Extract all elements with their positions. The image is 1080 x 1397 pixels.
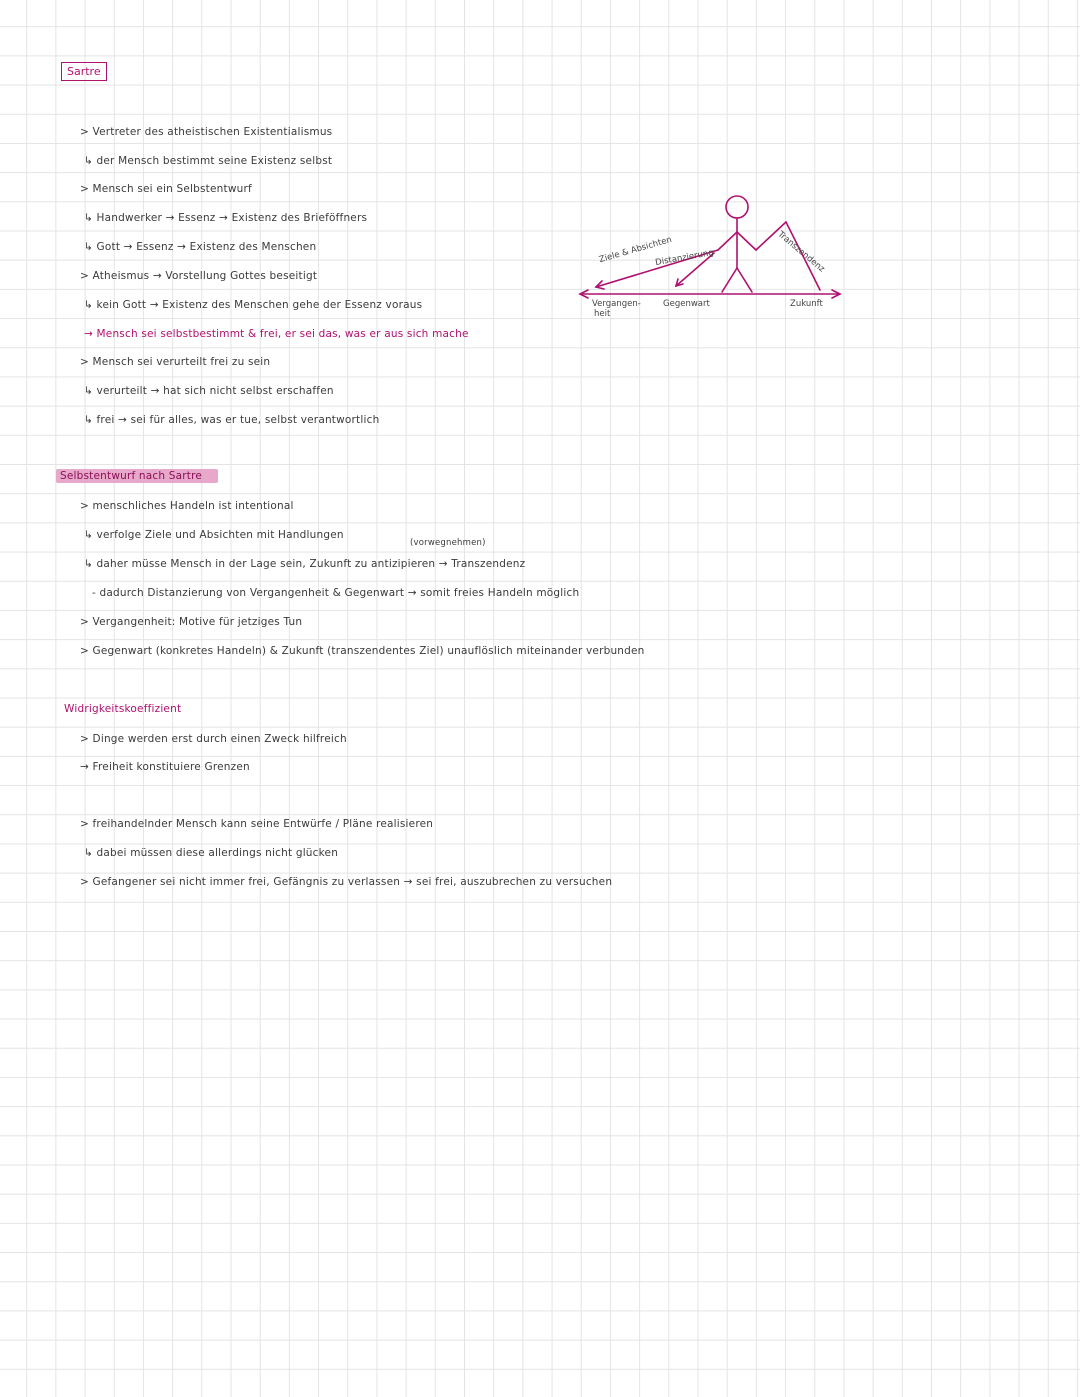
stick-figure-arm-left — [718, 232, 737, 250]
label-vergangenheit: Vergangen- — [592, 299, 641, 309]
heading-selbstentwurf: Selbstentwurf nach Sartre — [60, 470, 203, 482]
stick-figure-head — [726, 196, 748, 218]
note-line: > Mensch sei ein Selbstentwurf — [80, 183, 252, 195]
note-line: ↳ verfolge Ziele und Absichten mit Handlungen — [84, 529, 344, 541]
arrowhead-right — [832, 290, 840, 298]
heading-widrigkeitskoeffizient: Widrigkeitskoeffizient — [64, 703, 182, 715]
note-line: ↳ der Mensch bestimmt seine Existenz selbst — [84, 155, 333, 167]
note-line: → Freiheit konstituiere Grenzen — [80, 761, 250, 773]
heading-sartre: Sartre — [61, 62, 107, 81]
label-distanzierung: Distanzierung — [654, 247, 715, 269]
note-line: - dadurch Distanzierung von Vergangenheit & Gegenwart → somit freies Handeln möglich — [92, 587, 580, 599]
label-zukunft: Zukunft — [790, 299, 823, 309]
arrowhead-left — [580, 290, 588, 298]
note-line: > menschliches Handeln ist intentional — [80, 500, 294, 512]
note-line: > Vergangenheit: Motive für jetziges Tun — [80, 616, 303, 628]
note-line: ↳ daher müsse Mensch in der Lage sein, Zukunft zu antizipieren → Transzendenz — [84, 558, 526, 570]
label-ziele: Ziele & Absichten — [598, 234, 673, 266]
note-line: > Atheismus → Vorstellung Gottes beseitigt — [80, 270, 318, 282]
note-line: ↳ Handwerker → Essenz → Existenz des Brieföffners — [84, 212, 368, 224]
note-line: ↳ dabei müssen diese allerdings nicht glücken — [84, 847, 339, 859]
note-line: ↳ Gott → Essenz → Existenz des Menschen — [84, 241, 317, 253]
label-transzendenz: Transzendenz — [775, 229, 827, 275]
note-line: > Gegenwart (konkretes Handeln) & Zukunft (transzendentes Ziel) unauflöslich miteinander verbunden — [80, 645, 645, 657]
note-line: > Mensch sei verurteilt frei zu sein — [80, 356, 271, 368]
note-line-emphasis: → Mensch sei selbstbestimmt & frei, er sei das, was er aus sich mache — [84, 328, 469, 340]
note-line: ↳ verurteilt → hat sich nicht selbst erschaffen — [84, 385, 334, 397]
note-line: > Vertreter des atheistischen Existentialismus — [80, 126, 333, 138]
note-annotation: (vorwegnehmen) — [410, 538, 486, 548]
stick-figure-leg-right — [737, 268, 752, 292]
note-line: ↳ kein Gott → Existenz des Menschen gehe der Essenz voraus — [84, 299, 423, 311]
note-line: > Gefangener sei nicht immer frei, Gefängnis zu verlassen → sei frei, auszubrechen zu versuchen — [80, 876, 613, 888]
stick-figure-leg-left — [722, 268, 737, 292]
label-gegenwart: Gegenwart — [663, 299, 710, 309]
label-vergangenheit-2: heit — [594, 309, 611, 319]
note-line: > freihandelnder Mensch kann seine Entwürfe / Pläne realisieren — [80, 818, 434, 830]
note-line: > Dinge werden erst durch einen Zweck hilfreich — [80, 733, 347, 745]
note-line: ↳ frei → sei für alles, was er tue, selbst verantwortlich — [84, 414, 380, 426]
stick-figure-arm-right — [737, 232, 756, 250]
